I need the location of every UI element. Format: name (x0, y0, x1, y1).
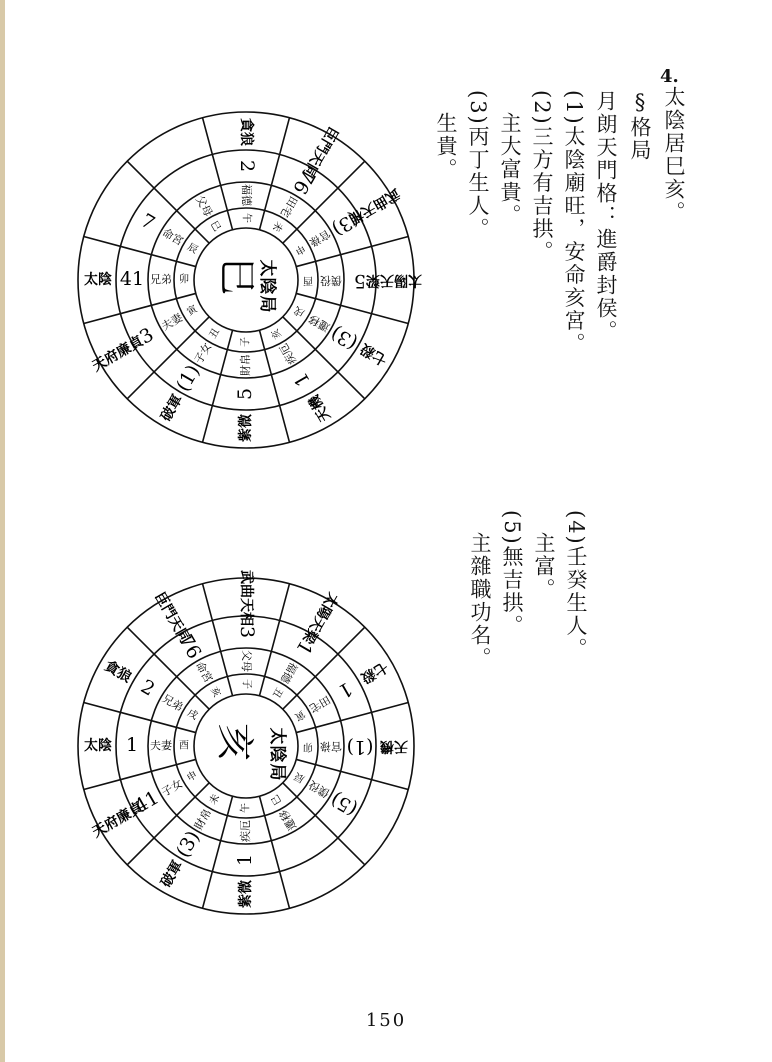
chart-star: 天府廉貞 (89, 799, 147, 841)
text-line: 主大富貴。 (498, 112, 522, 227)
center-char: 太 (267, 727, 287, 745)
chart-palace: 子女 (159, 776, 185, 800)
chart-branche: 酉 (179, 740, 189, 752)
chart-number: 3 (136, 323, 158, 349)
chart-number: 2 (236, 159, 258, 173)
chart-palace: 僕役 (320, 274, 342, 287)
chart-palace: 遷移 (276, 807, 300, 833)
chart-star: 貪狼 (238, 118, 254, 146)
chart-palace: 子女 (191, 340, 215, 367)
chart-star: 太陽天梁 (366, 272, 422, 288)
chart-number: 1 (334, 677, 356, 703)
chart-number: 41 (130, 786, 163, 818)
chart-number: 1 (234, 853, 256, 867)
chart-branche: 酉 (303, 274, 313, 286)
chart-palace: 財帛 (239, 354, 252, 376)
chart-star: 巨門天同 (299, 123, 341, 181)
chart-palace: 官祿 (320, 740, 342, 753)
chart-branche: 巳 (207, 219, 223, 234)
chart-number: 5 (234, 387, 256, 401)
chart-star: 武曲天相 (345, 185, 403, 227)
horoscope-chart-si (74, 90, 422, 470)
chart-star: 太陽天梁 (299, 589, 341, 647)
chart-star: 紫微 (238, 880, 254, 908)
chart-palace: 命宮 (192, 659, 216, 685)
text-line: §格局 (628, 90, 652, 162)
text-line: 月朗天門格：進爵封侯。 (594, 90, 618, 343)
center-char: 亥 (213, 722, 257, 762)
chart-palace: 財帛 (191, 806, 215, 833)
chart-branche: 丑 (207, 326, 223, 341)
chart-branche: 未 (207, 792, 223, 807)
chart-branche: 卯 (179, 274, 189, 286)
chart-number: 76 (288, 165, 320, 198)
page-edge (0, 0, 5, 1062)
chart-number: 5 (353, 270, 367, 292)
chart-star: 天機 (306, 392, 334, 425)
text-line: (4)壬癸生人。 (564, 510, 588, 661)
chart-palace: 兄弟 (150, 273, 172, 286)
chart-palace: 遷移 (306, 311, 333, 335)
text-line: 主雜職功名。 (468, 532, 492, 670)
center-char: 太 (257, 259, 277, 277)
chart-branche: 亥 (207, 685, 223, 700)
text-line: (5)無吉拱。 (500, 510, 524, 638)
chart-palace: 父母 (192, 193, 216, 219)
chart-branche: 丑 (269, 685, 285, 700)
chart-branche: 午 (240, 213, 252, 223)
chart-star: 武曲天相 (238, 570, 254, 626)
chart-star: 破軍 (158, 392, 186, 425)
chart-star: 天機 (380, 738, 408, 754)
chart-number: 2 (137, 675, 159, 701)
chart-branche: 子 (240, 337, 252, 347)
page-number: 150 (365, 1010, 407, 1031)
chart-number: 41 (119, 268, 145, 290)
center-char: 局 (257, 295, 277, 313)
chart-branche: 亥 (269, 326, 285, 341)
chart-branche: 未 (269, 219, 285, 234)
chart-branche: 卯 (303, 740, 313, 752)
text-line: (2)三方有吉拱。 (530, 90, 554, 264)
chart-branche: 申 (292, 241, 307, 257)
chart-palace: 疾厄 (239, 820, 252, 842)
text-line: (3)丙丁生人。 (466, 90, 490, 241)
chart-palace: 田宅 (277, 193, 301, 220)
chart-number: (5) (327, 787, 362, 821)
chart-palace: 官祿 (307, 226, 333, 250)
center-char: 陰 (267, 745, 287, 763)
text-line: 主富。 (532, 532, 556, 601)
chart-number: (3) (327, 321, 362, 355)
chart-palace: 福德 (240, 184, 253, 206)
text-line: (1)太陰廟旺，安命亥宮。 (562, 90, 586, 356)
chart-number: 3 (236, 625, 258, 639)
chart-center (215, 257, 278, 313)
section-number: 4. (660, 66, 679, 87)
chart-palace: 僕役 (306, 777, 333, 801)
text-line: 生貴。 (434, 112, 458, 181)
chart-star: 紫微 (238, 414, 254, 442)
center-char: 巳 (215, 256, 259, 296)
center-char: 局 (267, 763, 287, 781)
chart-star: 太陰 (84, 738, 112, 754)
horoscope-chart-hai (74, 556, 414, 936)
chart-number: (3) (171, 827, 205, 862)
chart-star: 破軍 (158, 858, 186, 891)
chart-number: 7 (137, 209, 159, 235)
chart-star: 七殺 (358, 658, 391, 686)
chart-branche: 辰 (185, 241, 200, 257)
chart-star: 天府廉貞 (89, 333, 147, 375)
chart-number: 1 (289, 368, 315, 390)
chart-branche: 戌 (292, 303, 307, 319)
chart-palace: 田宅 (307, 692, 333, 716)
chart-branche: 申 (185, 769, 200, 785)
chart-star: 太陰 (84, 272, 112, 288)
chart-palace: 父母 (240, 650, 253, 672)
chart-star: 巨門天同 (151, 589, 193, 647)
chart-number: 1 (291, 637, 317, 659)
chart-number: 76 (174, 630, 206, 663)
chart-center (213, 723, 288, 781)
chart-star: 七殺 (358, 340, 391, 368)
chart-number: (1) (346, 736, 374, 758)
chart-palace: 夫妻 (159, 310, 185, 334)
chart-number: 1 (125, 734, 139, 756)
chart-number: (3) (328, 207, 363, 241)
chart-branche: 午 (240, 803, 252, 813)
chart-palace: 命宮 (159, 225, 186, 249)
center-char: 陰 (257, 277, 277, 295)
chart-branche: 巳 (269, 792, 285, 807)
chart-number: (1) (171, 361, 205, 396)
chart-branche: 寅 (185, 303, 200, 319)
text-line: 太陰居巳亥。 (662, 86, 686, 224)
chart-branche: 戌 (185, 707, 200, 723)
chart-branche: 辰 (292, 769, 307, 785)
chart-palace: 福德 (277, 659, 301, 686)
chart-palace: 兄弟 (159, 691, 186, 715)
chart-branche: 子 (240, 679, 252, 689)
chart-palace: 夫妻 (150, 739, 172, 752)
chart-palace: 疾厄 (276, 341, 300, 367)
chart-star: 貪狼 (101, 658, 134, 686)
chart-branche: 寅 (292, 707, 307, 723)
